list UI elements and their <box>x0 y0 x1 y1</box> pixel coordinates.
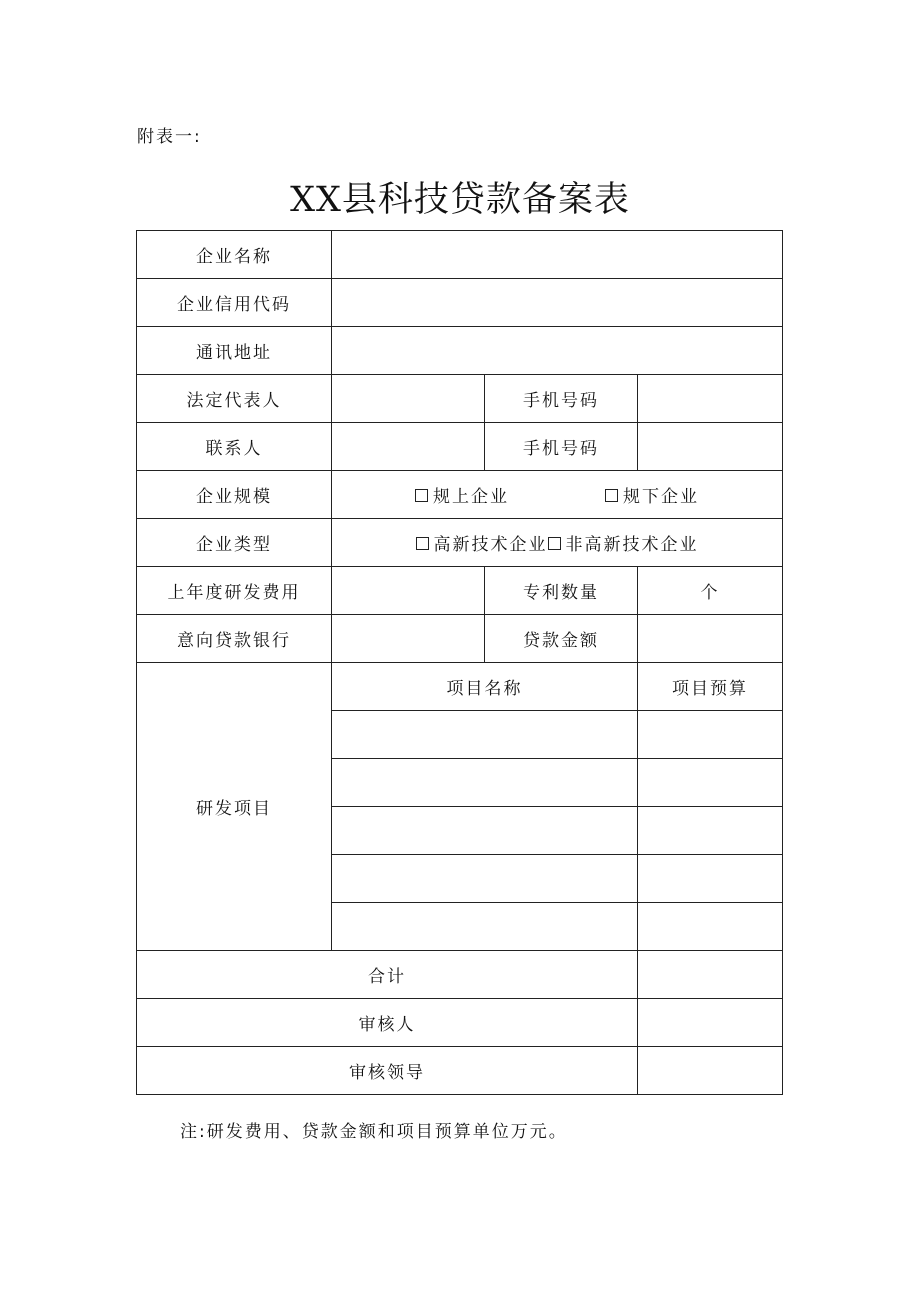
scale-above-checkbox[interactable] <box>415 489 428 502</box>
review-leader-label: 审核领导 <box>137 1047 638 1095</box>
patent-unit: 个 <box>700 583 720 603</box>
legal-rep-mobile-field[interactable] <box>638 375 783 423</box>
scale-below-checkbox[interactable] <box>605 489 618 502</box>
review-leader-field[interactable] <box>638 1047 783 1095</box>
annex-label: 附表一: <box>137 127 202 147</box>
rd-cost-label: 上年度研发费用 <box>137 567 332 615</box>
contact-field[interactable] <box>332 423 485 471</box>
project-name-field[interactable] <box>332 759 638 807</box>
credit-code-field[interactable] <box>332 279 783 327</box>
rd-cost-field[interactable] <box>332 567 485 615</box>
project-name-field[interactable] <box>332 807 638 855</box>
row-type <box>137 519 783 567</box>
address-label: 通讯地址 <box>137 327 332 375</box>
address-field[interactable] <box>332 327 783 375</box>
contact-label: 联系人 <box>137 423 332 471</box>
project-budget-field[interactable] <box>638 759 783 807</box>
type-non-hightech-label: 非高新技术企业 <box>565 535 699 555</box>
contact-mobile-label: 手机号码 <box>485 423 638 471</box>
form-title: XX县科技贷款备案表 <box>290 180 630 220</box>
project-name-field[interactable] <box>332 903 638 951</box>
credit-code-label: 企业信用代码 <box>137 279 332 327</box>
legal-rep-field[interactable] <box>332 375 485 423</box>
reviewer-label: 审核人 <box>137 999 638 1047</box>
scale-above-label: 规上企业 <box>433 487 509 507</box>
row-credit-code <box>137 279 783 327</box>
scale-options <box>332 471 783 519</box>
record-form-table <box>136 230 783 1095</box>
project-budget-field[interactable] <box>638 855 783 903</box>
company-name-label: 企业名称 <box>137 231 332 279</box>
project-budget-header: 项目预算 <box>638 663 783 711</box>
scale-below-label: 规下企业 <box>623 487 699 507</box>
row-total <box>137 951 783 999</box>
patent-field[interactable] <box>638 567 783 615</box>
project-name-field[interactable] <box>332 855 638 903</box>
row-contact <box>137 423 783 471</box>
footnote: 注:研发费用、贷款金额和项目预算单位万元。 <box>180 1122 568 1142</box>
legal-rep-label: 法定代表人 <box>137 375 332 423</box>
patent-label: 专利数量 <box>485 567 638 615</box>
bank-label: 意向贷款银行 <box>137 615 332 663</box>
project-budget-field[interactable] <box>638 903 783 951</box>
scale-label: 企业规模 <box>137 471 332 519</box>
type-hightech-checkbox[interactable] <box>416 537 429 550</box>
type-label: 企业类型 <box>137 519 332 567</box>
row-rd-cost <box>137 567 783 615</box>
row-project-header <box>137 663 783 711</box>
project-name-header: 项目名称 <box>332 663 638 711</box>
row-scale <box>137 471 783 519</box>
type-hightech-label: 高新技术企业 <box>433 535 548 555</box>
reviewer-field[interactable] <box>638 999 783 1047</box>
row-legal-rep <box>137 375 783 423</box>
project-budget-field[interactable] <box>638 807 783 855</box>
loan-amount-label: 贷款金额 <box>485 615 638 663</box>
row-company-name <box>137 231 783 279</box>
type-non-hightech-checkbox[interactable] <box>548 537 561 550</box>
bank-field[interactable] <box>332 615 485 663</box>
row-review-leader <box>137 1047 783 1095</box>
row-reviewer <box>137 999 783 1047</box>
row-bank <box>137 615 783 663</box>
project-budget-field[interactable] <box>638 711 783 759</box>
company-name-field[interactable] <box>332 231 783 279</box>
rd-projects-label: 研发项目 <box>137 663 332 951</box>
row-address <box>137 327 783 375</box>
total-field[interactable] <box>638 951 783 999</box>
project-name-field[interactable] <box>332 711 638 759</box>
contact-mobile-field[interactable] <box>638 423 783 471</box>
legal-rep-mobile-label: 手机号码 <box>485 375 638 423</box>
total-label: 合计 <box>137 951 638 999</box>
loan-amount-field[interactable] <box>638 615 783 663</box>
type-options <box>332 519 783 567</box>
